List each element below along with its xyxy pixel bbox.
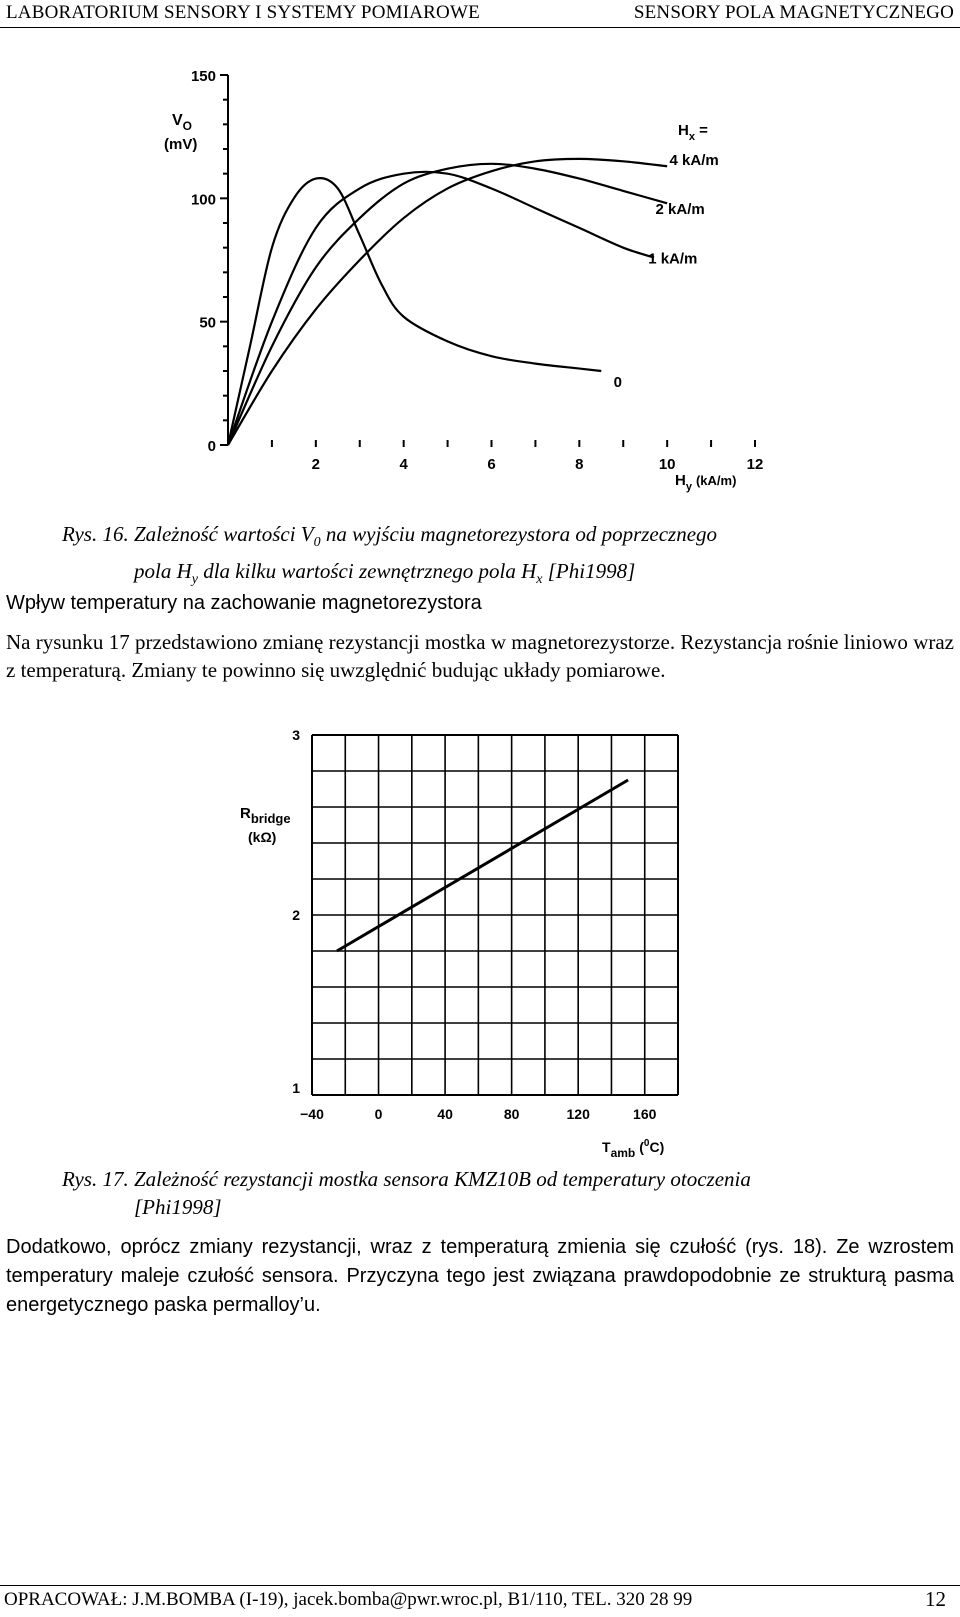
figure-16-caption xyxy=(62,520,717,594)
figure-16-caption-line2: pola $H_y$ dla kilku wartości zewnętrznego pola $H_x$ [Phi1998] xyxy=(134,559,636,588)
header-lab-title: LABORATORIUM SENSORY I SYSTEMY POMIAROWE xyxy=(6,2,480,23)
y-tick-label: 0 xyxy=(207,438,216,455)
series-label-0: 0 xyxy=(613,373,623,391)
x-axis-label: $H_y$ (kA/m) xyxy=(675,472,737,493)
section-heading: Wpływ temperatury na zachowanie magnetorezystora xyxy=(6,592,482,614)
header-rule xyxy=(0,27,960,28)
x-tick-label: 160 xyxy=(633,1106,657,1122)
header-section-title: SENSORY POLA MAGNETYCZNEGO xyxy=(633,2,954,23)
x-tick-label: 0 xyxy=(374,1106,383,1122)
y-tick-label: 50 xyxy=(199,314,216,332)
x-tick-label: −40 xyxy=(300,1106,324,1122)
x-tick-label: 10 xyxy=(658,456,676,473)
footer-rule xyxy=(0,1585,960,1586)
x-tick-label: 2 xyxy=(311,456,321,473)
resistance-line xyxy=(337,780,628,951)
y-tick-label: 100 xyxy=(190,191,216,209)
figure-16-chart xyxy=(150,55,770,505)
figure-17-caption-line2: [Phi1998] xyxy=(134,1195,222,1219)
figure-16-caption-line1: Rys. 16. Zależność wartości $V_0$ na wyjściu magnetorezystora od poprzecznego xyxy=(62,522,718,551)
series-line-2 xyxy=(228,164,667,445)
y-axis-label-main: Rbridge xyxy=(240,805,291,826)
page-header xyxy=(0,0,960,30)
series-label-3: 4 kA/m xyxy=(669,151,719,169)
figure-17-caption-line1: Rys. 17. Zależność rezystancji mostka sensora KMZ10B od temperatury otoczenia xyxy=(62,1167,751,1191)
page-footer xyxy=(0,1585,960,1617)
paragraph-2: Dodatkowo, oprócz zmiany rezystancji, wraz z temperaturą zmienia się czułość (rys. 18). Ze wzrostem temperatury maleje czułość sensora. Przyczyna tego jest związana prawdopodobnie ze strukturą pasma energetycznego paska permalloy’u. xyxy=(6,1236,954,1316)
y-axis-label-unit: (kΩ) xyxy=(248,829,277,845)
x-tick-label: 120 xyxy=(566,1106,590,1122)
series-line-0 xyxy=(228,178,601,445)
page-number: 12 xyxy=(925,1587,946,1611)
figure-17-caption xyxy=(62,1165,751,1221)
y-tick-label: 2 xyxy=(292,907,300,923)
series-label-2: 2 kA/m xyxy=(655,201,705,219)
y-tick-label: 3 xyxy=(292,727,300,743)
x-tick-label: 8 xyxy=(575,456,584,473)
paragraph-1: Na rysunku 17 przedstawiono zmianę rezystancji mostka w magnetorezystorze. Rezystancja rośnie liniowo wraz z temperaturą. Zmiany te powinno się uwzględnić budując układy pomiarowe. xyxy=(6,630,954,682)
y-tick-label: 150 xyxy=(190,68,216,85)
x-tick-label: 4 xyxy=(399,456,408,473)
x-tick-label: 6 xyxy=(487,456,496,473)
x-tick-label: 80 xyxy=(503,1106,520,1122)
y-tick-label: 1 xyxy=(292,1080,300,1096)
x-tick-label: 40 xyxy=(437,1106,453,1122)
x-axis-label: Tamb ($^0$C) xyxy=(602,1138,665,1160)
series-label-1: 1 kA/m xyxy=(648,250,698,268)
legend-header: $H_x$ = xyxy=(678,122,708,143)
footer-author: OPRACOWAŁ: J.M.BOMBA (I-19), jacek.bomba@pwr.wroc.pl, B1/110, TEL. 320 28 99 xyxy=(4,1589,693,1610)
figure-17-chart xyxy=(230,720,690,1160)
y-axis-label-unit: (mV) xyxy=(164,136,198,153)
x-tick-label: 12 xyxy=(746,456,764,473)
y-axis-label-main: $V_O$ xyxy=(172,112,193,133)
